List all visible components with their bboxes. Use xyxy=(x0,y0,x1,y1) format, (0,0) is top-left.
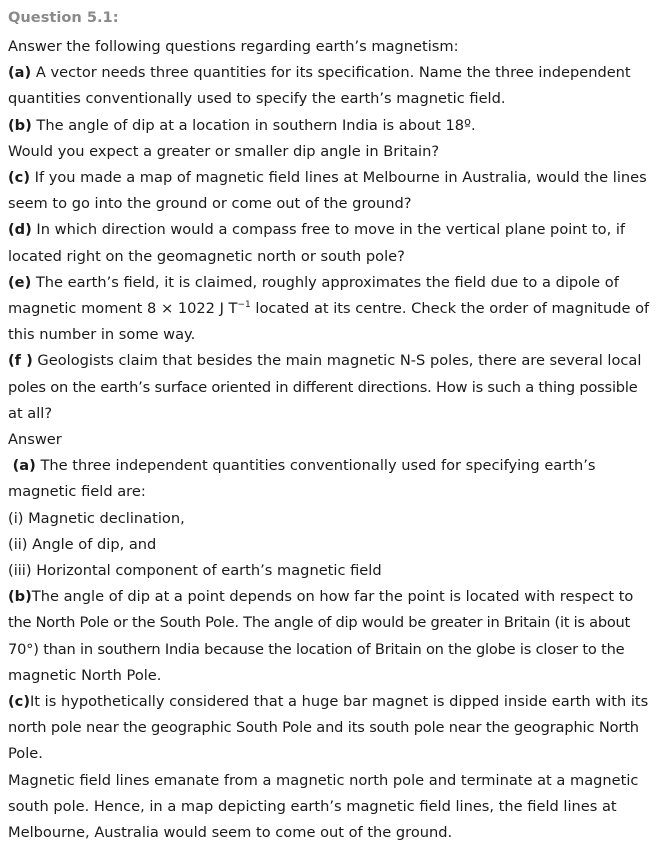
answer-c-p2-line1: Magnetic field lines emanate from a magnetic north pole and terminate at a magnetic xyxy=(8,771,639,789)
answer-a-label: (a) xyxy=(12,457,36,475)
answer-b-text1: The angle of dip at a point depends on how far the point is located with respect to xyxy=(31,588,634,606)
answer-b-line2: the North Pole or the South Pole. The angle of dip would be greater in Britain (it is about xyxy=(8,614,631,632)
question-a-label: (a) xyxy=(8,64,32,82)
answer-a-item: (ii) Angle of dip, and xyxy=(8,535,157,553)
answer-b-label: (b) xyxy=(8,588,32,606)
answer-a-line1 xyxy=(8,453,659,479)
question-f-line3: at all? xyxy=(8,404,53,422)
question-e-text2-pre: magnetic moment 8 × 1022 J T xyxy=(8,300,238,318)
answer-a-item: (i) Magnetic declination, xyxy=(8,509,185,527)
question-b-text1: The angle of dip at a location in southern India is about 18º. xyxy=(31,116,476,134)
question-d-text1: In which direction would a compass free to move in the vertical plane point to, if xyxy=(31,221,626,239)
question-c-line1 xyxy=(8,165,659,191)
question-e-line1 xyxy=(8,270,659,296)
answer-heading: Answer xyxy=(8,431,62,449)
answer-a-text1: The three independent quantities conventionally used for specifying earth’s xyxy=(35,457,596,475)
question-f-label: (f ) xyxy=(8,352,33,370)
question-a-line1 xyxy=(8,60,659,86)
answer-c-p2-line2: south pole. Hence, in a map depicting earth’s magnetic field lines, the field lines at xyxy=(8,797,617,815)
question-e-text2-post: located at its centre. Check the order of magnitude of xyxy=(250,300,650,318)
question-f-line2: poles on the earth’s surface oriented in different directions. How is such a thing possible xyxy=(8,378,638,396)
answer-b-line3: 70°) than in southern India because the location of Britain on the globe is closer to the xyxy=(8,640,625,658)
question-c-line2: seem to go into the ground or come out of the ground? xyxy=(8,195,412,213)
question-e-text1: The earth’s field, it is claimed, roughly approximates the field due to a dipole of xyxy=(31,273,619,291)
question-b-line1 xyxy=(8,113,659,139)
question-intro: Answer the following questions regarding earth’s magnetism: xyxy=(8,38,459,55)
answer-c-line1 xyxy=(8,689,659,715)
answer-c-text1: It is hypothetically considered that a huge bar magnet is dipped inside earth with its xyxy=(30,693,649,711)
question-d-line1 xyxy=(8,217,659,243)
question-e-superscript: −1 xyxy=(237,300,251,311)
question-d-line2: located right on the geomagnetic north or south pole? xyxy=(8,247,405,265)
question-c-label: (c) xyxy=(8,169,30,187)
question-f-text1: Geologists claim that besides the main magnetic N-S poles, there are several local xyxy=(32,352,642,370)
question-title: Question 5.1: xyxy=(8,9,119,26)
question-a-line2: quantities conventionally used to specify the earth’s magnetic field. xyxy=(8,90,506,108)
answer-b-line1 xyxy=(8,584,659,610)
answer-c-p2-line3: Melbourne, Australia would seem to come out of the ground. xyxy=(8,824,453,842)
question-b-label: (b) xyxy=(8,116,32,134)
question-b-line2: Would you expect a greater or smaller dip angle in Britain? xyxy=(8,142,440,160)
answer-c-line3: Pole. xyxy=(8,745,43,763)
question-d-label: (d) xyxy=(8,221,32,239)
question-c-text1: If you made a map of magnetic field lines at Melbourne in Australia, would the lines xyxy=(30,169,647,187)
question-e-label: (e) xyxy=(8,273,32,291)
question-e-line3: this number in some way. xyxy=(8,326,196,344)
question-a-text1: A vector needs three quantities for its specification. Name the three independent xyxy=(31,64,631,82)
question-e-line2 xyxy=(8,296,659,322)
question-f-line1 xyxy=(8,348,659,374)
answer-b-line4: magnetic North Pole. xyxy=(8,666,162,684)
answer-a-item: (iii) Horizontal component of earth’s magnetic field xyxy=(8,562,382,580)
answer-c-label: (c) xyxy=(8,693,30,711)
answer-a-line2: magnetic field are: xyxy=(8,483,146,501)
answer-c-line2: north pole near the geographic South Pole and its south pole near the geographic North xyxy=(8,719,639,737)
